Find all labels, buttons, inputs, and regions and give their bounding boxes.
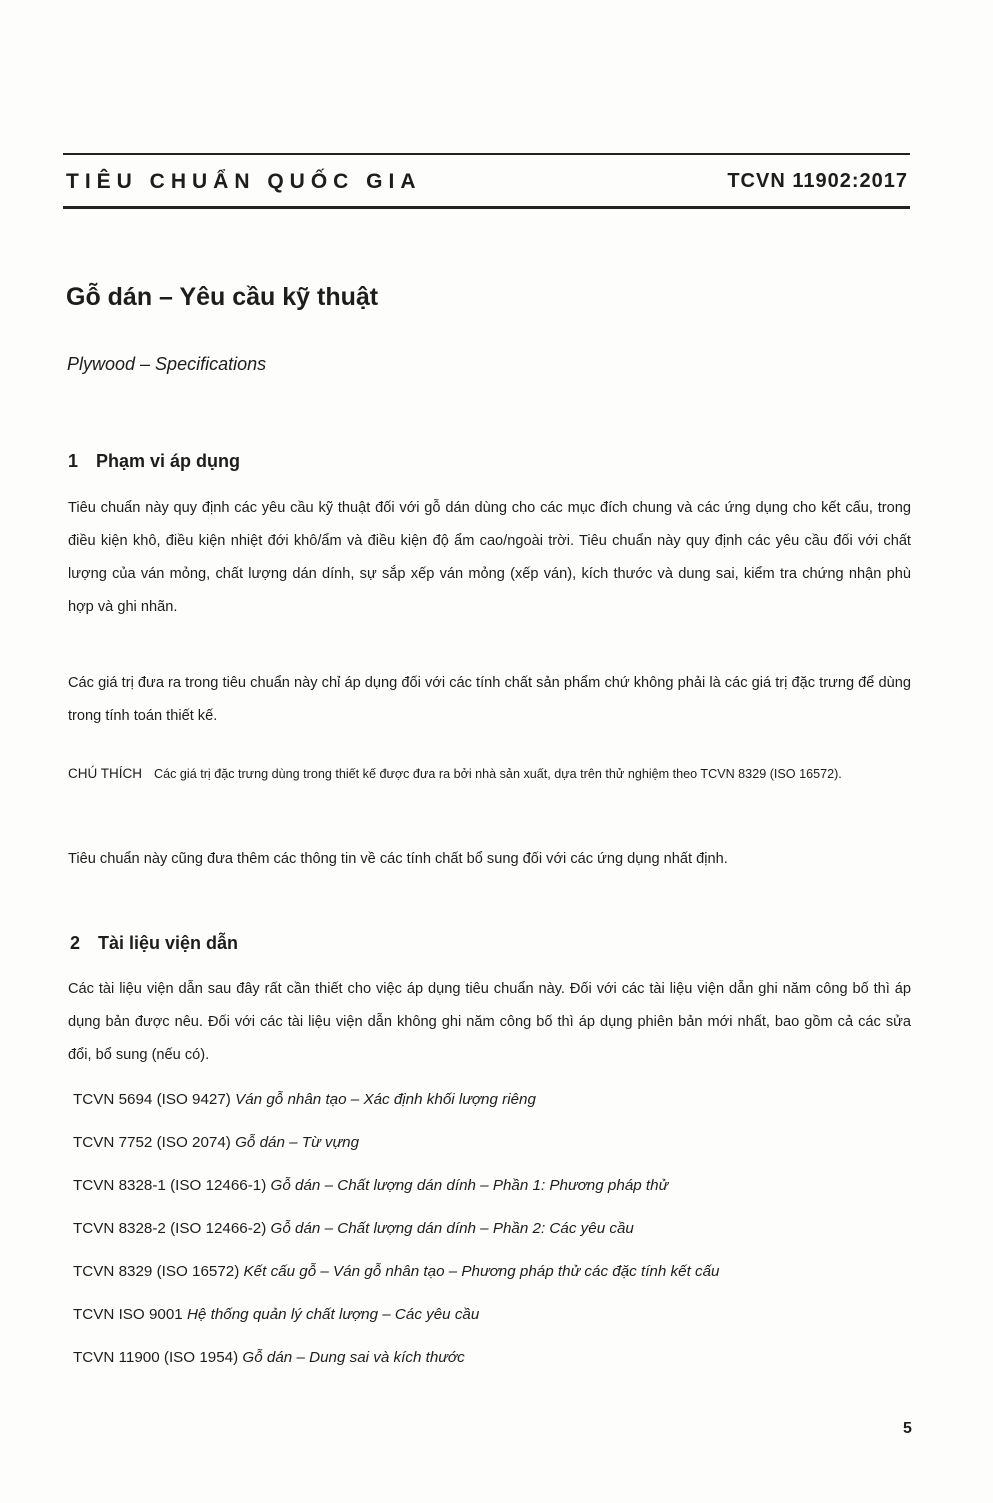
section-1-paragraph-3: Tiêu chuẩn này cũng đưa thêm các thông tin về các tính chất bổ sung đối với các ứng dụng nhất định.: [68, 851, 728, 867]
reference-code: TCVN 7752 (ISO 2074): [73, 1134, 231, 1151]
reference-item: [73, 1255, 913, 1298]
reference-code: TCVN 5694 (ISO 9427): [73, 1091, 231, 1108]
standard-code: TCVN 11902:2017: [727, 170, 908, 192]
reference-title: Ván gỗ nhân tạo – Xác định khối lượng riêng: [235, 1091, 536, 1108]
reference-code: TCVN 8328-2 (ISO 12466-2): [73, 1220, 267, 1237]
note-label: CHÚ THÍCH: [68, 766, 142, 781]
section-1-number: 1: [68, 451, 79, 471]
reference-code: TCVN ISO 9001: [73, 1306, 183, 1323]
reference-title: Kết cấu gỗ – Ván gỗ nhân tạo – Phương pháp thử các đặc tính kết cấu: [243, 1263, 720, 1280]
reference-title: Gỗ dán – Chất lượng dán dính – Phần 1: Phương pháp thử: [270, 1177, 669, 1194]
reference-code: TCVN 8329 (ISO 16572): [73, 1263, 240, 1280]
note-text: Các giá trị đặc trưng dùng trong thiết kế được đưa ra bởi nhà sản xuất, dựa trên thử nghiệm theo TCVN 8329 (ISO 16572).: [154, 767, 842, 781]
reference-item: [73, 1169, 913, 1212]
reference-item: [73, 1083, 913, 1126]
reference-code: TCVN 8328-1 (ISO 12466-1): [73, 1177, 267, 1194]
section-1-paragraph-1: Tiêu chuẩn này quy định các yêu cầu kỹ thuật đối với gỗ dán dùng cho các mục đích chung và các ứng dụng cho kết cấu, trong điều kiện khô, điều kiện nhiệt đới khô/ẩm và điều kiện độ ẩm cao/ngoài trời. Tiêu chuẩn này quy định các yêu cầu đối với chất lượng của ván mỏng, chất lượng dán dính, sự sắp xếp ván mỏng (xếp ván), kích thước và dung sai, kiểm tra chứng nhận phù hợp và ghi nhãn.: [68, 500, 911, 615]
reference-item: [73, 1126, 913, 1169]
section-1-paragraph-2: Các giá trị đưa ra trong tiêu chuẩn này chỉ áp dụng đối với các tính chất sản phẩm chứ không phải là các giá trị đặc trưng để dùng trong tính toán thiết kế.: [68, 675, 911, 724]
reference-title: Gỗ dán – Từ vựng: [235, 1134, 360, 1151]
section-2-intro: Các tài liệu viện dẫn sau đây rất cần thiết cho việc áp dụng tiêu chuẩn này. Đối với các tài liệu viện dẫn ghi năm công bố thì áp dụng bản được nêu. Đối với các tài liệu viện dẫn không ghi năm công bố thì áp dụng phiên bản mới nhất, bao gồm cả các sửa đổi, bổ sung (nếu có).: [68, 981, 911, 1063]
document-title: Gỗ dán – Yêu cầu kỹ thuật: [66, 283, 379, 311]
section-2-title: Tài liệu viện dẫn: [98, 933, 239, 953]
reference-item: [73, 1298, 913, 1341]
header-rule-bottom: [63, 206, 910, 209]
section-1-note: [68, 759, 911, 789]
section-2-heading: [70, 933, 238, 954]
reference-title: Gỗ dán – Chất lượng dán dính – Phần 2: Các yêu cầu: [270, 1220, 634, 1237]
reference-title: Hệ thống quản lý chất lượng – Các yêu cầu: [186, 1306, 480, 1323]
document-subtitle: Plywood – Specifications: [67, 354, 267, 374]
section-1-title: Phạm vi áp dụng: [96, 451, 241, 471]
reference-title: Gỗ dán – Dung sai và kích thước: [242, 1349, 465, 1366]
reference-item: [73, 1212, 913, 1255]
reference-list: [73, 1083, 913, 1384]
page-number: 5: [903, 1420, 912, 1437]
reference-code: TCVN 11900 (ISO 1954): [73, 1349, 239, 1366]
section-1-heading: [68, 451, 240, 472]
standard-label: TIÊU CHUẨN QUỐC GIA: [66, 170, 422, 193]
header-rule-top: [63, 153, 910, 155]
reference-item: [73, 1341, 913, 1384]
section-2-number: 2: [70, 933, 81, 953]
